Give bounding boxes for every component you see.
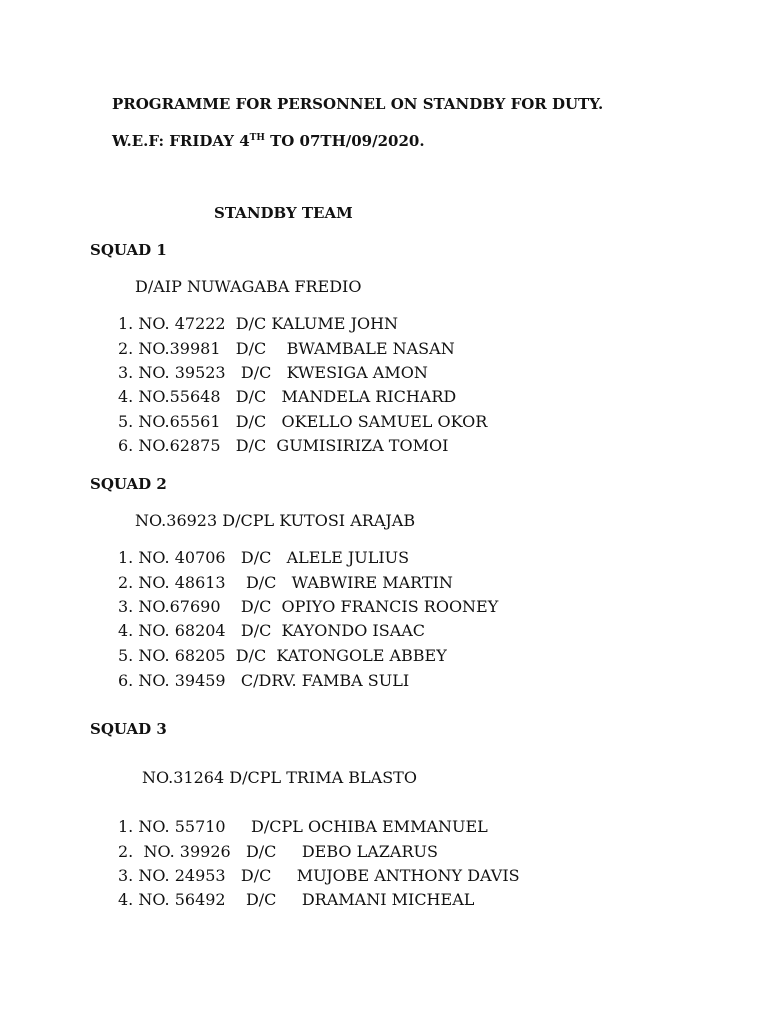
wef-suffix: TO 07TH/09/2020.	[264, 132, 425, 150]
squad-heading: SQUAD 2	[90, 475, 167, 493]
squad-heading: SQUAD 1	[90, 241, 167, 259]
squad-heading: SQUAD 3	[90, 720, 167, 738]
member-row: 6. NO. 39459 C/DRV. FAMBA SULI	[118, 671, 410, 690]
member-row: 5. NO. 68205 D/C KATONGOLE ABBEY	[118, 646, 447, 665]
member-row: 1. NO. 55710 D/CPL OCHIBA EMMANUEL	[118, 817, 488, 836]
member-row: 1. NO. 47222 D/C KALUME JOHN	[118, 314, 399, 333]
member-row: 3. NO.67690 D/C OPIYO FRANCIS ROONEY	[118, 597, 499, 616]
member-row: 1. NO. 40706 D/C ALELE JULIUS	[118, 548, 410, 567]
member-row: 5. NO.65561 D/C OKELLO SAMUEL OKOR	[118, 412, 488, 431]
member-row: 4. NO. 56492 D/C DRAMANI MICHEAL	[118, 890, 475, 909]
member-row: 4. NO. 68204 D/C KAYONDO ISAAC	[118, 621, 426, 640]
wef-prefix: W.E.F: FRIDAY 4	[112, 132, 250, 150]
member-row: 3. NO. 24953 D/C MUJOBE ANTHONY DAVIS	[118, 866, 520, 885]
effective-date-line	[112, 131, 425, 151]
member-row: 4. NO.55648 D/C MANDELA RICHARD	[118, 387, 457, 406]
squad-leader: D/AIP NUWAGABA FREDIO	[135, 277, 362, 296]
member-row: 2. NO. 48613 D/C WABWIRE MARTIN	[118, 573, 453, 592]
wef-superscript: TH	[249, 133, 265, 143]
team-heading: STANDBY TEAM	[214, 204, 353, 222]
member-row: 3. NO. 39523 D/C KWESIGA AMON	[118, 363, 428, 382]
member-row: 6. NO.62875 D/C GUMISIRIZA TOMOI	[118, 436, 449, 455]
member-row: 2. NO.39981 D/C BWAMBALE NASAN	[118, 339, 455, 358]
document-title: PROGRAMME FOR PERSONNEL ON STANDBY FOR DUTY.	[112, 95, 604, 113]
squad-leader: NO.36923 D/CPL KUTOSI ARAJAB	[135, 511, 416, 530]
member-row: 2. NO. 39926 D/C DEBO LAZARUS	[118, 842, 438, 861]
squad-leader: NO.31264 D/CPL TRIMA BLASTO	[142, 768, 417, 787]
